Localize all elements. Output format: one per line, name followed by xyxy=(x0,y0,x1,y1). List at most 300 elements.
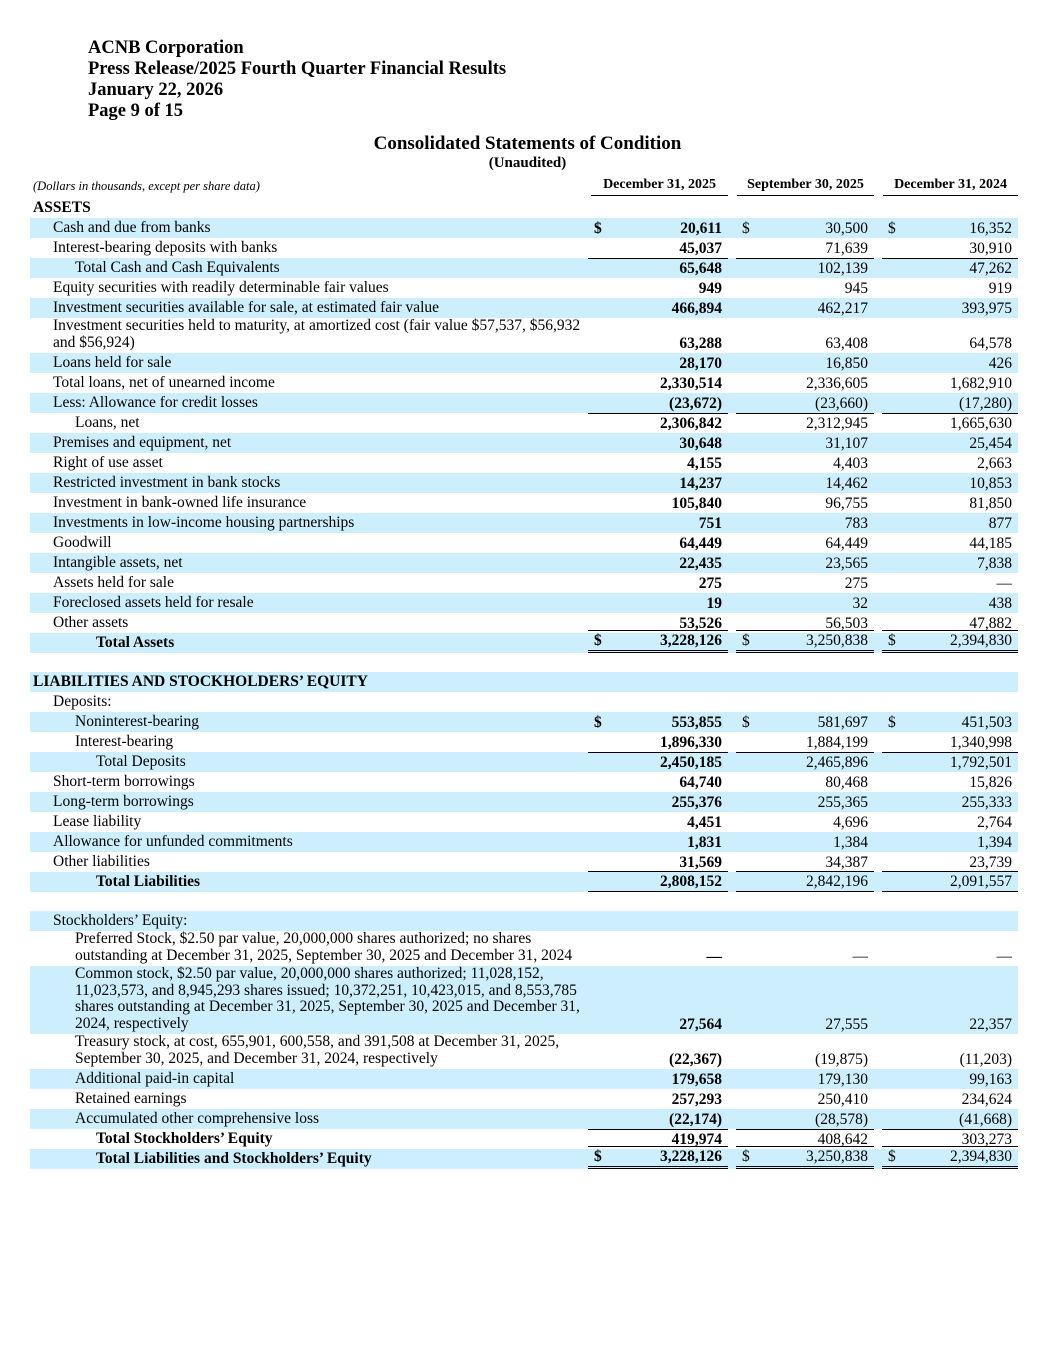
value: 3,250,838 xyxy=(806,1148,868,1165)
value-cell xyxy=(736,853,874,872)
value-cell xyxy=(736,713,874,732)
value: 25,454 xyxy=(969,435,1012,452)
value: 2,091,557 xyxy=(950,873,1012,890)
row-label: LIABILITIES AND STOCKHOLDERS’ EQUITY xyxy=(33,673,368,690)
value: 2,394,830 xyxy=(950,632,1012,649)
value-cell xyxy=(882,713,1018,732)
value-cell xyxy=(736,1050,874,1069)
value-cell xyxy=(882,947,1018,966)
row-label: Short-term borrowings xyxy=(53,773,195,790)
value-cell xyxy=(736,813,874,832)
value: 2,808,152 xyxy=(660,873,722,890)
value: 2,336,605 xyxy=(806,375,868,392)
table-row xyxy=(30,298,1018,318)
value-cell xyxy=(736,833,874,852)
row-label: Noninterest-bearing xyxy=(75,713,199,730)
value-cell xyxy=(882,594,1018,613)
value-cell xyxy=(882,1050,1018,1069)
value: 65,648 xyxy=(679,260,722,277)
value: 1,792,501 xyxy=(950,754,1012,771)
value-cell xyxy=(736,534,874,553)
value: (41,668) xyxy=(959,1111,1012,1128)
dollar-sign: $ xyxy=(888,714,896,731)
row-label: Investment securities held to maturity, at amortized cost (fair value $57,537, $56,932 and $56,924) xyxy=(53,317,581,351)
value: 451,503 xyxy=(961,714,1012,731)
value: 2,312,945 xyxy=(806,415,868,432)
row-label: Total Assets xyxy=(96,634,175,651)
statement-subtitle: (Unaudited) xyxy=(488,155,567,171)
row-label: Cash and due from banks xyxy=(53,219,211,236)
value-cell xyxy=(736,947,874,966)
table-row xyxy=(30,832,1018,852)
table-row xyxy=(30,258,1018,278)
table-row xyxy=(30,672,1018,692)
row-label: Lease liability xyxy=(53,813,142,830)
row-label: ASSETS xyxy=(33,199,91,216)
value-cell xyxy=(882,752,1018,772)
value-cell xyxy=(882,833,1018,852)
dollar-sign: $ xyxy=(594,714,602,731)
value: 27,564 xyxy=(679,1016,722,1033)
value: 2,663 xyxy=(977,455,1012,472)
row-label: Other assets xyxy=(53,614,129,631)
value: 80,468 xyxy=(825,774,868,791)
value-cell xyxy=(882,871,1018,892)
table-row xyxy=(30,1069,1018,1089)
value-cell xyxy=(736,434,874,453)
value-cell xyxy=(882,514,1018,533)
value: 31,569 xyxy=(679,854,722,871)
table-row xyxy=(30,931,1018,966)
value-cell xyxy=(588,574,728,593)
row-label: Other liabilities xyxy=(53,853,150,870)
value: 81,850 xyxy=(969,495,1012,512)
value-cell xyxy=(736,474,874,493)
value-cell xyxy=(882,434,1018,453)
table-row xyxy=(30,453,1018,473)
value-cell xyxy=(882,219,1018,238)
value: 7,838 xyxy=(977,555,1012,572)
column-header-dec-2025: December 31, 2025 xyxy=(591,177,728,196)
release-date: January 22, 2026 xyxy=(88,80,224,100)
row-label: Intangible assets, net xyxy=(53,554,183,571)
row-label: Common stock, $2.50 par value, 20,000,000 shares authorized; 11,028,152, 11,023,573, and 8,945,293 shares issued; 10,372,251, 10,423,015, and 8,553,785 shares outstanding at December 31, 2025, September 30, 2025 and December 31, 2024, respectively xyxy=(75,965,580,1032)
value: (22,174) xyxy=(669,1111,722,1128)
dollar-sign: $ xyxy=(742,632,750,649)
value: 56,503 xyxy=(825,615,868,632)
row-label: Premises and equipment, net xyxy=(53,434,232,451)
value-cell xyxy=(588,334,728,353)
value-cell xyxy=(588,434,728,453)
value: 945 xyxy=(844,280,868,297)
value: 16,352 xyxy=(969,220,1012,237)
value: 1,384 xyxy=(833,834,868,851)
value: 408,642 xyxy=(817,1131,868,1148)
value: 64,740 xyxy=(679,774,722,791)
value-cell xyxy=(588,1050,728,1069)
row-label: Total loans, net of unearned income xyxy=(53,374,275,391)
value-cell xyxy=(882,474,1018,493)
table-row xyxy=(30,198,1018,218)
value: 28,170 xyxy=(679,355,722,372)
row-label: Treasury stock, at cost, 655,901, 600,558, and 391,508 at December 31, 2025, September 30, 2025, and December 31, 2024, respectively xyxy=(75,1033,560,1067)
value: 27,555 xyxy=(825,1016,868,1033)
table-row xyxy=(30,852,1018,872)
table-row xyxy=(30,513,1018,533)
value: 44,185 xyxy=(969,535,1012,552)
value: 64,449 xyxy=(679,535,722,552)
table-row xyxy=(30,692,1018,712)
value-cell xyxy=(736,354,874,373)
value-cell xyxy=(882,413,1018,433)
value: 1,665,630 xyxy=(950,415,1012,432)
value-cell xyxy=(882,394,1018,413)
value-cell xyxy=(882,853,1018,872)
table-row xyxy=(30,752,1018,772)
row-label: Total Liabilities xyxy=(96,873,201,890)
dollar-sign: $ xyxy=(888,1148,896,1165)
value-cell xyxy=(588,853,728,872)
row-label: Total Cash and Cash Equivalents xyxy=(75,259,280,276)
value: 179,658 xyxy=(671,1071,722,1088)
value: 2,465,896 xyxy=(806,754,868,771)
value: 32 xyxy=(852,595,868,612)
value: 553,855 xyxy=(671,714,722,731)
value-cell xyxy=(736,733,874,752)
table-row xyxy=(30,318,1018,353)
table-row xyxy=(30,633,1018,653)
value-cell xyxy=(882,793,1018,812)
row-label: Stockholders’ Equity: xyxy=(53,912,188,929)
value-cell xyxy=(736,219,874,238)
value: 783 xyxy=(844,515,868,532)
table-row xyxy=(30,772,1018,792)
value: 4,451 xyxy=(687,814,722,831)
row-label: Total Liabilities and Stockholders’ Equity xyxy=(96,1150,372,1167)
value-cell xyxy=(882,1015,1018,1034)
row-label: Deposits: xyxy=(53,693,112,710)
dollar-sign: $ xyxy=(888,632,896,649)
value-cell xyxy=(588,554,728,573)
row-label: Assets held for sale xyxy=(53,574,174,591)
value: 4,696 xyxy=(833,814,868,831)
value-cell xyxy=(882,1146,1018,1169)
value: 64,578 xyxy=(969,335,1012,352)
value: 22,435 xyxy=(679,555,722,572)
table-row xyxy=(30,593,1018,613)
value-cell xyxy=(588,474,728,493)
value: 47,262 xyxy=(969,260,1012,277)
row-label: Right of use asset xyxy=(53,454,163,471)
value: 919 xyxy=(988,280,1012,297)
value-cell xyxy=(588,394,728,413)
value: 4,155 xyxy=(687,455,722,472)
value: 2,306,842 xyxy=(660,415,722,432)
value: 438 xyxy=(988,595,1012,612)
table-row xyxy=(30,353,1018,373)
value: 20,611 xyxy=(680,220,722,237)
value: (28,578) xyxy=(815,1111,868,1128)
column-header-sep-2025: September 30, 2025 xyxy=(737,177,874,196)
value-cell xyxy=(882,258,1018,278)
value-cell xyxy=(588,947,728,966)
value-cell xyxy=(588,1070,728,1089)
table-row xyxy=(30,712,1018,732)
value: 949 xyxy=(698,280,722,297)
dollar-sign: $ xyxy=(742,220,750,237)
dollar-sign: $ xyxy=(594,1148,602,1165)
value: — xyxy=(996,948,1012,965)
statement-title: Consolidated Statements of Condition xyxy=(373,133,682,154)
table-row xyxy=(30,812,1018,832)
row-label: Long-term borrowings xyxy=(53,793,194,810)
value-cell xyxy=(882,454,1018,473)
value: 257,293 xyxy=(671,1091,722,1108)
value-cell xyxy=(588,1110,728,1129)
value-cell xyxy=(736,258,874,278)
value-cell xyxy=(588,534,728,553)
table-row xyxy=(30,278,1018,298)
table-row xyxy=(30,533,1018,553)
value-cell xyxy=(736,413,874,433)
value-cell xyxy=(588,239,728,258)
table-row xyxy=(30,473,1018,493)
value-cell xyxy=(882,773,1018,792)
value-cell xyxy=(736,279,874,298)
spacer-row xyxy=(30,892,1018,911)
value: (23,672) xyxy=(669,395,722,412)
table-row xyxy=(30,792,1018,812)
value-cell xyxy=(736,1070,874,1089)
value: 105,840 xyxy=(671,495,722,512)
value: (22,367) xyxy=(669,1051,722,1068)
value: 2,330,514 xyxy=(660,375,722,392)
value-cell xyxy=(882,279,1018,298)
value-cell xyxy=(736,514,874,533)
dollar-sign: $ xyxy=(888,220,896,237)
value: 64,449 xyxy=(825,535,868,552)
value: 1,831 xyxy=(687,834,722,851)
value-cell xyxy=(588,871,728,892)
value-cell xyxy=(588,258,728,278)
value-cell xyxy=(882,494,1018,513)
value: 53,526 xyxy=(679,615,722,632)
value-cell xyxy=(588,219,728,238)
value: 250,410 xyxy=(817,1091,868,1108)
value-cell xyxy=(736,394,874,413)
value-cell xyxy=(736,494,874,513)
value: 30,910 xyxy=(969,240,1012,257)
value-cell xyxy=(588,773,728,792)
value-cell xyxy=(882,1070,1018,1089)
value-cell xyxy=(588,279,728,298)
table-row xyxy=(30,393,1018,413)
value: — xyxy=(852,948,868,965)
spacer-row xyxy=(30,653,1018,672)
value-cell xyxy=(736,630,874,653)
value: 303,273 xyxy=(961,1131,1012,1148)
table-row xyxy=(30,732,1018,752)
table-row xyxy=(30,1034,1018,1069)
dollar-sign: $ xyxy=(594,632,602,649)
value: 275 xyxy=(698,575,722,592)
dollar-sign: $ xyxy=(594,220,602,237)
value-cell xyxy=(882,239,1018,258)
value-cell xyxy=(588,1090,728,1109)
value: 2,842,196 xyxy=(806,873,868,890)
value-cell xyxy=(736,239,874,258)
value: 275 xyxy=(844,575,868,592)
table-row xyxy=(30,433,1018,453)
value-cell xyxy=(736,773,874,792)
value: (19,875) xyxy=(815,1051,868,1068)
value: 255,376 xyxy=(671,794,722,811)
value: 751 xyxy=(698,515,722,532)
table-row xyxy=(30,966,1018,1034)
value: — xyxy=(996,575,1012,592)
value-cell xyxy=(736,871,874,892)
value-cell xyxy=(588,713,728,732)
value: 30,648 xyxy=(679,435,722,452)
value: 255,365 xyxy=(817,794,868,811)
release-title: Press Release/2025 Fourth Quarter Financial Results xyxy=(88,59,507,79)
value: 10,853 xyxy=(969,475,1012,492)
value: 14,462 xyxy=(825,475,868,492)
value: 63,408 xyxy=(825,335,868,352)
value: 30,500 xyxy=(825,220,868,237)
table-row xyxy=(30,553,1018,573)
value: 3,228,126 xyxy=(660,632,722,649)
value: 22,357 xyxy=(969,1016,1012,1033)
value: 877 xyxy=(988,515,1012,532)
value: 466,894 xyxy=(671,300,722,317)
value: 102,139 xyxy=(817,260,868,277)
value-cell xyxy=(736,1090,874,1109)
value: 2,450,185 xyxy=(660,754,722,771)
row-label: Loans held for sale xyxy=(53,354,172,371)
row-label: Accumulated other comprehensive loss xyxy=(75,1110,320,1127)
value-cell xyxy=(882,354,1018,373)
table-row xyxy=(30,218,1018,238)
value: 1,896,330 xyxy=(660,734,722,751)
row-label: Restricted investment in bank stocks xyxy=(53,474,281,491)
row-label: Additional paid-in capital xyxy=(75,1070,235,1087)
value: 426 xyxy=(988,355,1012,372)
value-cell xyxy=(736,752,874,772)
value-cell xyxy=(882,554,1018,573)
value: 2,394,830 xyxy=(950,1148,1012,1165)
value: 581,697 xyxy=(817,714,868,731)
value-cell xyxy=(588,494,728,513)
value-cell xyxy=(882,630,1018,653)
table-row xyxy=(30,238,1018,258)
value-cell xyxy=(736,594,874,613)
value-cell xyxy=(736,454,874,473)
company-name: ACNB Corporation xyxy=(88,38,244,58)
value: 14,237 xyxy=(679,475,722,492)
row-label: Foreclosed assets held for resale xyxy=(53,594,254,611)
value: 4,403 xyxy=(833,455,868,472)
value: 23,739 xyxy=(969,854,1012,871)
value: 45,037 xyxy=(679,240,722,257)
table-row xyxy=(30,1149,1018,1169)
value-cell xyxy=(588,833,728,852)
table-row xyxy=(30,1109,1018,1129)
value-cell xyxy=(736,574,874,593)
column-header-dec-2024: December 31, 2024 xyxy=(883,177,1018,196)
row-label: Equity securities with readily determinable fair values xyxy=(53,279,389,296)
value-cell xyxy=(736,334,874,353)
value-cell xyxy=(736,299,874,318)
value-cell xyxy=(882,813,1018,832)
value-cell xyxy=(588,413,728,433)
value-cell xyxy=(588,594,728,613)
value: 34,387 xyxy=(825,854,868,871)
value-cell xyxy=(882,574,1018,593)
value-cell xyxy=(588,354,728,373)
value-cell xyxy=(588,1146,728,1169)
value: 1,682,910 xyxy=(950,375,1012,392)
value-cell xyxy=(588,299,728,318)
table-row xyxy=(30,373,1018,393)
statement-table xyxy=(30,198,1018,1169)
value: (23,660) xyxy=(815,395,868,412)
value: 23,565 xyxy=(825,555,868,572)
value: — xyxy=(706,948,722,965)
value-cell xyxy=(882,374,1018,393)
value: 63,288 xyxy=(679,335,722,352)
value: (11,203) xyxy=(959,1051,1012,1068)
value: 71,639 xyxy=(825,240,868,257)
table-row xyxy=(30,413,1018,433)
value: 234,624 xyxy=(961,1091,1012,1108)
value: 1,884,199 xyxy=(806,734,868,751)
value-cell xyxy=(588,813,728,832)
value: 462,217 xyxy=(817,300,868,317)
value-cell xyxy=(736,793,874,812)
value-cell xyxy=(588,514,728,533)
value-cell xyxy=(588,793,728,812)
value: 393,975 xyxy=(961,300,1012,317)
page-number: Page 9 of 15 xyxy=(88,101,184,121)
row-label: Investment securities available for sale, at estimated fair value xyxy=(53,299,440,316)
value: 1,340,998 xyxy=(950,734,1012,751)
row-label: Interest-bearing xyxy=(75,733,174,750)
value-cell xyxy=(736,1146,874,1169)
table-row xyxy=(30,493,1018,513)
row-label: Preferred Stock, $2.50 par value, 20,000,000 shares authorized; no shares outstanding at December 31, 2025, September 30, 2025 and December 31, 2024 xyxy=(75,930,573,964)
row-label: Retained earnings xyxy=(75,1090,187,1107)
value-cell xyxy=(588,752,728,772)
row-label: Less: Allowance for credit losses xyxy=(53,394,258,411)
value-cell xyxy=(588,1015,728,1034)
value-cell xyxy=(736,554,874,573)
value-cell xyxy=(736,374,874,393)
row-label: Investment in bank-owned life insurance xyxy=(53,494,307,511)
row-label: Goodwill xyxy=(53,534,112,551)
value-cell xyxy=(882,534,1018,553)
value-cell xyxy=(736,1110,874,1129)
value: 2,764 xyxy=(977,814,1012,831)
value: 3,250,838 xyxy=(806,632,868,649)
table-row xyxy=(30,872,1018,892)
table-row xyxy=(30,573,1018,593)
value-cell xyxy=(882,733,1018,752)
table-row xyxy=(30,1089,1018,1109)
row-label: Interest-bearing deposits with banks xyxy=(53,239,278,256)
value: 19 xyxy=(706,595,722,612)
value: 1,394 xyxy=(977,834,1012,851)
